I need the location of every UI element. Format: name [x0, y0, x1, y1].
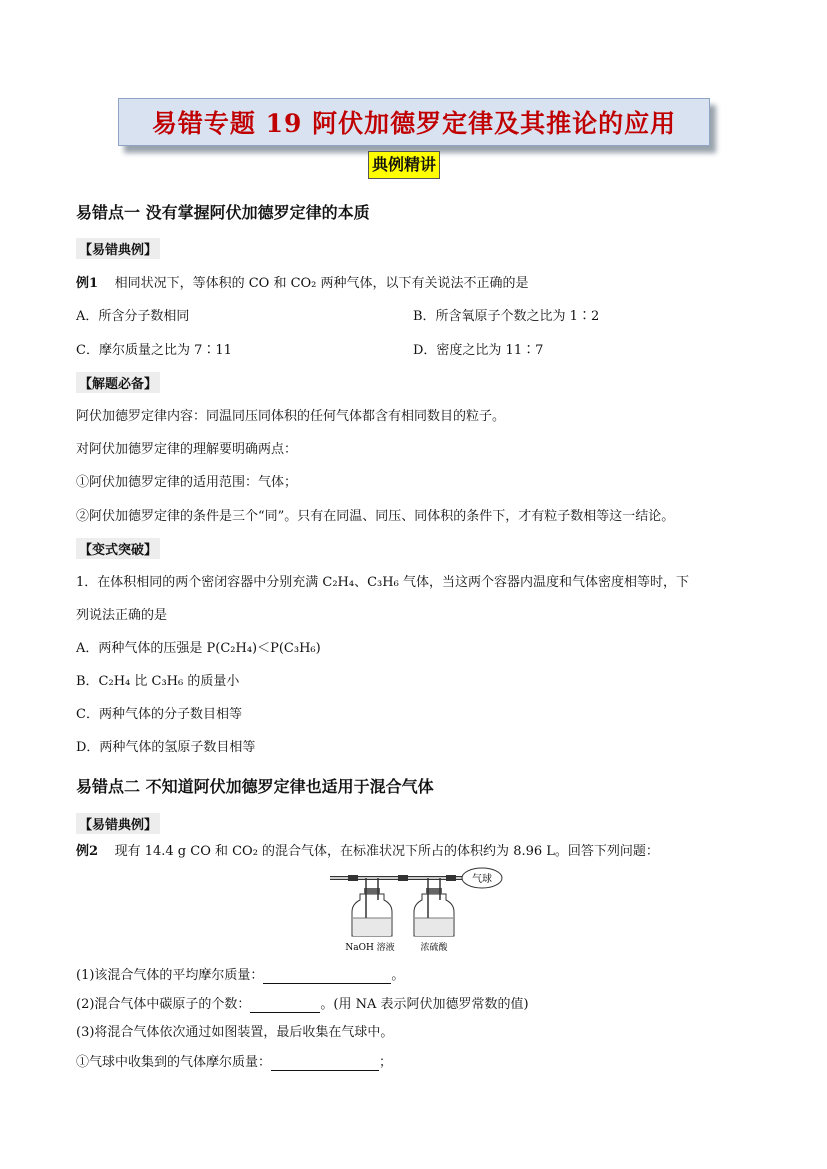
section1-heading: 易错点一 没有掌握阿伏加德罗定律的本质 — [76, 203, 370, 222]
naoh-bottle — [352, 878, 392, 936]
tube-joint — [446, 875, 456, 881]
example1-question — [76, 272, 529, 291]
balloon-label: 气球 — [472, 874, 492, 885]
variant-question-line2: 列说法正确的是 — [76, 608, 168, 623]
question-3a — [76, 1051, 392, 1071]
example1-option-c: C．摩尔质量之比为 7∶11 — [76, 343, 232, 358]
question-1-text: (1)该混合气体的平均摩尔质量： — [76, 968, 264, 983]
page-title: 易错专题 19 阿伏加德罗定律及其推论的应用 — [151, 109, 677, 138]
question-3a-text: ①气球中收集到的气体摩尔质量： — [76, 1055, 272, 1070]
apparatus-figure — [326, 866, 506, 954]
bottle1-label: NaOH 溶液 — [345, 943, 395, 953]
explain-line: ②阿伏加德罗定律的条件是三个“同”。只有在同温、同压、同体积的条件下，才有粒子数相等这一结论。 — [76, 509, 675, 524]
question-1-end: 。 — [391, 968, 405, 983]
tube-joint — [348, 875, 358, 881]
example1-option-b: B．所含氧原子个数之比为 1∶2 — [413, 309, 600, 324]
example2-text: 现有 14.4 g CO 和 CO₂ 的混合气体，在标准状况下所占的体积约为 8.96 L。回答下列问题： — [114, 844, 659, 859]
example1-option-d: D．密度之比为 11∶7 — [413, 343, 544, 358]
example1-number: 例1 — [76, 276, 99, 291]
bottle2-label: 浓硫酸 — [420, 943, 448, 953]
example1-text: 相同状况下，等体积的 CO 和 CO₂ 两种气体，以下有关说法不正确的是 — [114, 276, 529, 291]
question-2 — [76, 993, 529, 1013]
question-3: (3)将混合气体依次通过如图装置，最后收集在气球中。 — [76, 1025, 394, 1040]
explain-line: 对阿伏加德罗定律的理解要明确两点： — [76, 442, 298, 457]
variant-question-line1: 1．在体积相同的两个密闭容器中分别充满 C₂H₄、C₃H₆ 气体，当这两个容器内温度和气体密度相等时，下 — [76, 575, 689, 590]
label-solution-essentials: 【解题必备】 — [76, 372, 160, 393]
variant-option-d: D．两种气体的氢原子数目相等 — [76, 740, 256, 755]
explain-line: ①阿伏加德罗定律的适用范围：气体； — [76, 475, 298, 490]
section-tag: 典例精讲 — [368, 151, 440, 179]
title-banner — [118, 98, 710, 146]
variant-option-a: A．两种气体的压强是 P(C₂H₄)＜P(C₃H₆) — [76, 641, 321, 656]
variant-option-b: B．C₂H₄ 比 C₃H₆ 的质量小 — [76, 674, 240, 689]
variant-option-c: C．两种气体的分子数目相等 — [76, 707, 242, 722]
section2-heading: 易错点二 不知道阿伏加德罗定律也适用于混合气体 — [76, 777, 434, 796]
label-typical-example-1: 【易错典例】 — [76, 238, 160, 259]
explain-line: 阿伏加德罗定律内容：同温同压同体积的任何气体都含有相同数目的粒子。 — [76, 409, 506, 424]
sulfuric-acid-bottle — [414, 878, 454, 936]
answer-blank-3a[interactable] — [271, 1055, 379, 1071]
example1-option-a: A．所含分子数相同 — [76, 309, 190, 324]
example2-number: 例2 — [76, 844, 99, 859]
label-variant-breakthrough: 【变式突破】 — [76, 538, 160, 559]
question-2-text: (2)混合气体中碳原子的个数： — [76, 997, 251, 1012]
tube-joint — [398, 875, 408, 881]
answer-blank-1[interactable] — [263, 968, 391, 984]
label-typical-example-2: 【易错典例】 — [76, 813, 160, 834]
example2-question — [76, 840, 659, 859]
question-3a-end: ； — [379, 1055, 393, 1070]
question-1 — [76, 964, 404, 984]
question-2-end: 。(用 NA 表示阿伏加德罗常数的值) — [320, 997, 529, 1012]
answer-blank-2[interactable] — [250, 997, 320, 1013]
